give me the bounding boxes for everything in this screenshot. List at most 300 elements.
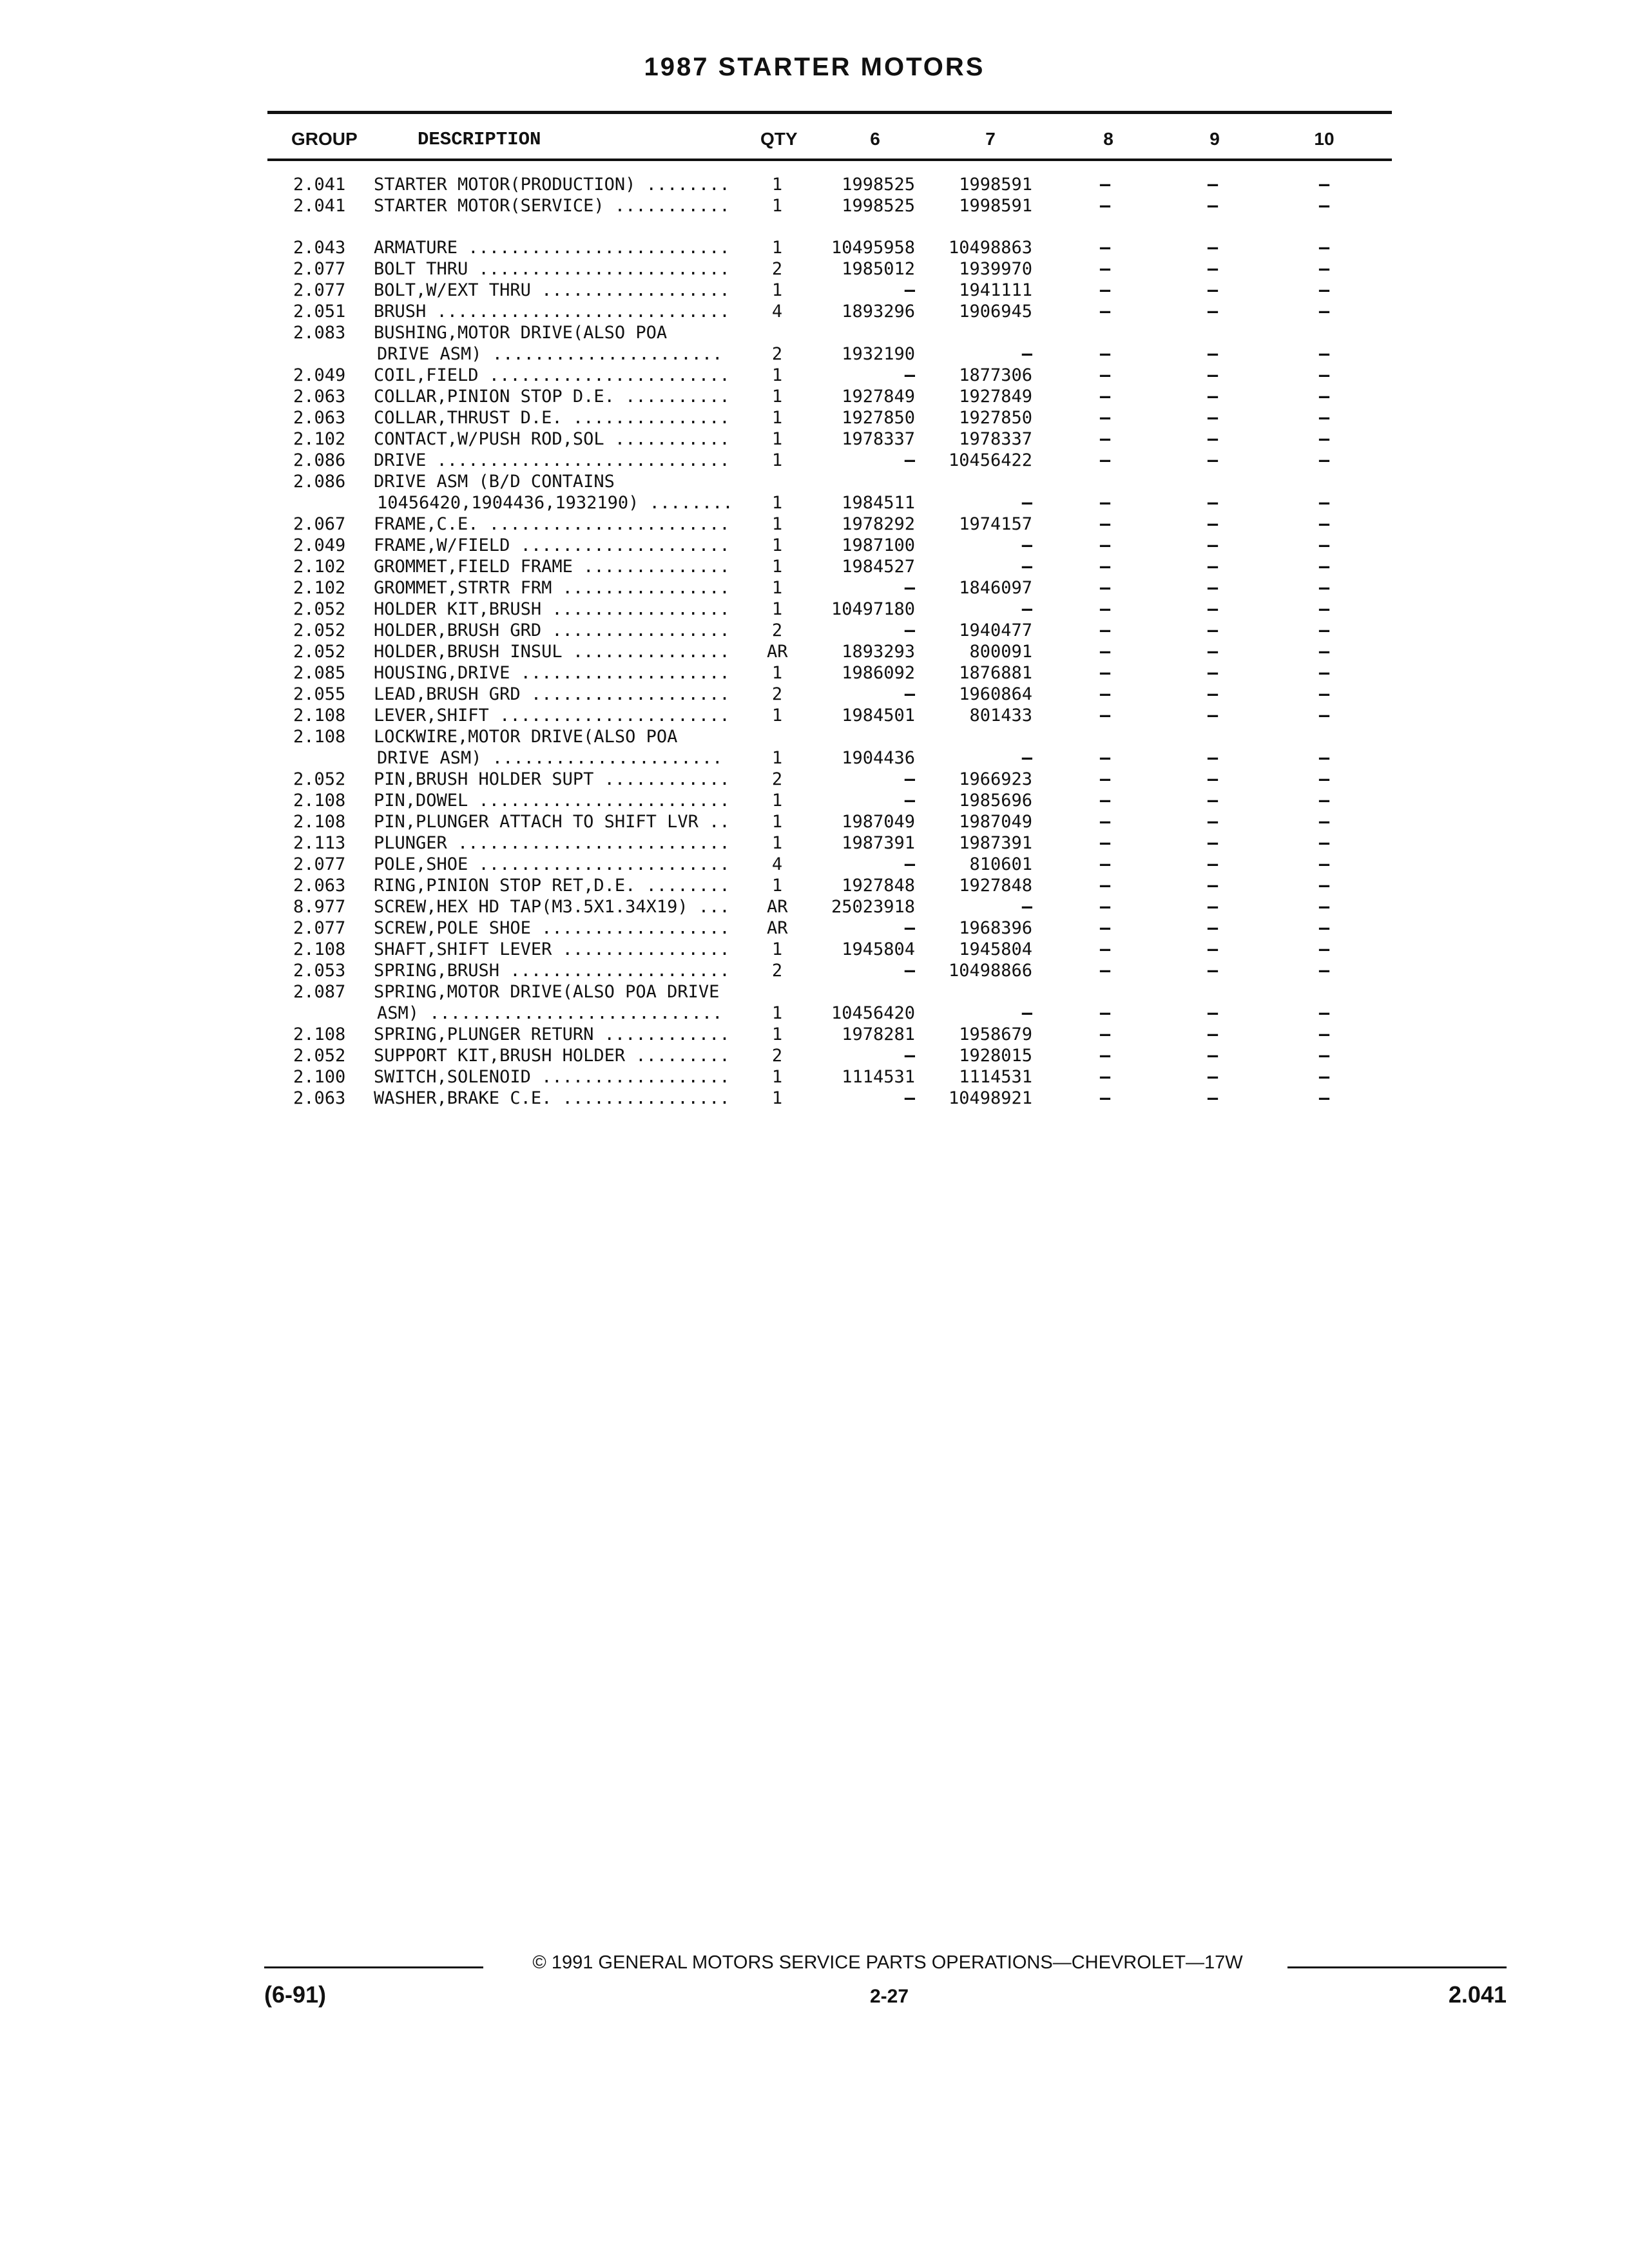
qty-cell: 1 <box>771 1088 783 1108</box>
table-row <box>0 407 1629 428</box>
part-10-cell: — <box>1318 557 1330 577</box>
part-8-cell: — <box>1099 684 1111 704</box>
table-row <box>0 343 1629 365</box>
table-row <box>0 854 1629 875</box>
group-cell: 2.108 <box>293 812 346 832</box>
qty-cell: 1 <box>771 812 783 832</box>
part-7-cell: 801433 <box>969 706 1032 726</box>
group-cell: 2.108 <box>293 727 346 747</box>
part-10-cell: — <box>1318 812 1330 832</box>
group-cell: 2.077 <box>293 259 346 279</box>
part-9-cell: — <box>1207 854 1219 874</box>
description-cell: SPRING,PLUNGER RETURN ............ <box>374 1024 730 1044</box>
part-6-cell: — <box>904 1046 915 1066</box>
part-8-cell: — <box>1099 769 1111 789</box>
part-9-cell: — <box>1207 344 1219 364</box>
part-7-cell: 1985696 <box>959 791 1032 811</box>
group-cell: 2.100 <box>293 1067 346 1087</box>
part-6-cell: 1986092 <box>842 663 915 683</box>
qty-cell: 2 <box>771 620 783 640</box>
part-9-cell: — <box>1207 642 1219 662</box>
part-7-cell: 1940477 <box>959 620 1032 640</box>
qty-cell: 1 <box>771 280 783 300</box>
description-cell: PIN,BRUSH HOLDER SUPT ............ <box>374 769 730 789</box>
part-7-cell: 1960864 <box>959 684 1032 704</box>
part-8-cell: — <box>1099 578 1111 598</box>
part-9-cell: — <box>1207 557 1219 577</box>
qty-cell: AR <box>767 897 788 917</box>
row-spacer <box>0 216 1629 237</box>
group-cell: 2.102 <box>293 429 346 449</box>
group-cell: 2.086 <box>293 472 346 492</box>
part-10-cell: — <box>1318 578 1330 598</box>
table-row <box>0 790 1629 811</box>
group-cell: 2.053 <box>293 961 346 981</box>
group-cell: 8.977 <box>293 897 346 917</box>
column-header-7: 7 <box>985 129 996 149</box>
group-cell: 2.043 <box>293 238 346 258</box>
part-8-cell: — <box>1099 1067 1111 1087</box>
part-7-cell: 1114531 <box>959 1067 1032 1087</box>
part-9-cell: — <box>1207 238 1219 258</box>
qty-cell: 1 <box>771 429 783 449</box>
top-rule <box>267 111 1392 114</box>
part-10-cell: — <box>1318 748 1330 768</box>
qty-cell: 1 <box>771 387 783 407</box>
description-cell: COIL,FIELD ....................... <box>374 365 730 385</box>
part-9-cell: — <box>1207 493 1219 513</box>
part-9-cell: — <box>1207 918 1219 938</box>
description-cell: SWITCH,SOLENOID .................. <box>374 1067 730 1087</box>
group-cell: 2.063 <box>293 387 346 407</box>
table-row <box>0 174 1629 195</box>
part-8-cell: — <box>1099 748 1111 768</box>
table-row <box>0 769 1629 790</box>
description-cell: SPRING,MOTOR DRIVE(ALSO POA DRIVE <box>374 982 720 1002</box>
part-10-cell: — <box>1318 280 1330 300</box>
part-8-cell: — <box>1099 599 1111 619</box>
table-row <box>0 280 1629 301</box>
part-10-cell: — <box>1318 1088 1330 1108</box>
part-6-cell: 1987391 <box>842 833 915 853</box>
parts-table <box>0 174 1629 1109</box>
part-7-cell: — <box>1021 748 1032 768</box>
part-6-cell: — <box>904 450 915 470</box>
part-8-cell: — <box>1099 365 1111 385</box>
qty-cell: 1 <box>771 175 783 195</box>
part-9-cell: — <box>1207 196 1219 216</box>
part-8-cell: — <box>1099 1024 1111 1044</box>
description-cell: DRIVE ............................ <box>374 450 730 470</box>
part-6-cell: 1984501 <box>842 706 915 726</box>
part-10-cell: — <box>1318 450 1330 470</box>
part-8-cell: — <box>1099 175 1111 195</box>
group-cell: 2.063 <box>293 876 346 896</box>
part-8-cell: — <box>1099 429 1111 449</box>
part-10-cell: — <box>1318 684 1330 704</box>
part-10-cell: — <box>1318 599 1330 619</box>
qty-cell: 1 <box>771 514 783 534</box>
part-7-cell: 1927849 <box>959 387 1032 407</box>
footer-copyright: © 1991 GENERAL MOTORS SERVICE PARTS OPERATIONS—CHEVROLET—17W <box>532 1952 1243 1973</box>
description-cell: RING,PINION STOP RET,D.E. ........ <box>374 876 730 896</box>
part-6-cell: — <box>904 961 915 981</box>
group-cell: 2.051 <box>293 302 346 322</box>
group-cell: 2.067 <box>293 514 346 534</box>
table-row <box>0 1024 1629 1045</box>
part-6-cell: 1984527 <box>842 557 915 577</box>
part-10-cell: — <box>1318 493 1330 513</box>
part-8-cell: — <box>1099 259 1111 279</box>
description-cell: GROMMET,STRTR FRM ................ <box>374 578 730 598</box>
qty-cell: 1 <box>771 557 783 577</box>
group-cell: 2.052 <box>293 1046 346 1066</box>
part-7-cell: 1987049 <box>959 812 1032 832</box>
group-cell: 2.052 <box>293 642 346 662</box>
part-8-cell: — <box>1099 939 1111 959</box>
qty-cell: 1 <box>771 1067 783 1087</box>
part-9-cell: — <box>1207 663 1219 683</box>
group-cell: 2.108 <box>293 1024 346 1044</box>
description-cell: WASHER,BRAKE C.E. ................ <box>374 1088 730 1108</box>
description-cell: SHAFT,SHIFT LEVER ................ <box>374 939 730 959</box>
part-6-cell: 1904436 <box>842 748 915 768</box>
description-cell: FRAME,W/FIELD .................... <box>374 535 730 555</box>
part-7-cell: 1928015 <box>959 1046 1032 1066</box>
part-9-cell: — <box>1207 939 1219 959</box>
part-6-cell: 1932190 <box>842 344 915 364</box>
description-cell: CONTACT,W/PUSH ROD,SOL ........... <box>374 429 730 449</box>
part-8-cell: — <box>1099 280 1111 300</box>
part-10-cell: — <box>1318 1067 1330 1087</box>
part-9-cell: — <box>1207 833 1219 853</box>
part-9-cell: — <box>1207 791 1219 811</box>
column-headers <box>0 129 1629 155</box>
table-row <box>0 322 1629 343</box>
part-6-cell: — <box>904 918 915 938</box>
part-8-cell: — <box>1099 1046 1111 1066</box>
table-row <box>0 195 1629 216</box>
part-7-cell: 10456422 <box>948 450 1032 470</box>
part-9-cell: — <box>1207 365 1219 385</box>
part-7-cell: 1958679 <box>959 1024 1032 1044</box>
table-row <box>0 939 1629 960</box>
column-header-9: 9 <box>1210 129 1220 149</box>
group-cell: 2.087 <box>293 982 346 1002</box>
page-title: 1987 STARTER MOTORS <box>644 53 985 81</box>
group-cell: 2.086 <box>293 450 346 470</box>
part-10-cell: — <box>1318 833 1330 853</box>
part-7-cell: 1998591 <box>959 175 1032 195</box>
footer-rule-left <box>264 1966 483 1968</box>
qty-cell: 1 <box>771 535 783 555</box>
description-cell: HOLDER KIT,BRUSH ................. <box>374 599 730 619</box>
part-6-cell: — <box>904 578 915 598</box>
table-row <box>0 726 1629 747</box>
part-10-cell: — <box>1318 897 1330 917</box>
part-8-cell: — <box>1099 1088 1111 1108</box>
part-7-cell: 1945804 <box>959 939 1032 959</box>
part-6-cell: 1927850 <box>842 408 915 428</box>
group-cell: 2.108 <box>293 706 346 726</box>
part-10-cell: — <box>1318 1024 1330 1044</box>
qty-cell: 1 <box>771 408 783 428</box>
part-7-cell: 1906945 <box>959 302 1032 322</box>
part-7-cell: 10498863 <box>948 238 1032 258</box>
table-row <box>0 1003 1629 1024</box>
column-header-8: 8 <box>1103 129 1113 149</box>
part-7-cell: 1939970 <box>959 259 1032 279</box>
qty-cell: 4 <box>771 854 783 874</box>
part-6-cell: 25023918 <box>831 897 915 917</box>
part-10-cell: — <box>1318 642 1330 662</box>
table-row <box>0 514 1629 535</box>
qty-cell: 2 <box>771 961 783 981</box>
description-cell: HOLDER,BRUSH GRD ................. <box>374 620 730 640</box>
part-8-cell: — <box>1099 897 1111 917</box>
part-6-cell: 1978292 <box>842 514 915 534</box>
part-9-cell: — <box>1207 897 1219 917</box>
table-row <box>0 1088 1629 1109</box>
description-cell: DRIVE ASM) ...................... <box>377 344 723 364</box>
part-7-cell: 10498866 <box>948 961 1032 981</box>
part-6-cell: 1987049 <box>842 812 915 832</box>
part-8-cell: — <box>1099 620 1111 640</box>
part-10-cell: — <box>1318 791 1330 811</box>
table-row <box>0 875 1629 896</box>
part-6-cell: 1893293 <box>842 642 915 662</box>
part-10-cell: — <box>1318 620 1330 640</box>
part-8-cell: — <box>1099 961 1111 981</box>
part-9-cell: — <box>1207 1046 1219 1066</box>
part-6-cell: 1927849 <box>842 387 915 407</box>
part-7-cell: 10498921 <box>948 1088 1032 1108</box>
qty-cell: 1 <box>771 1024 783 1044</box>
part-7-cell: 1966923 <box>959 769 1032 789</box>
table-row <box>0 428 1629 450</box>
part-8-cell: — <box>1099 344 1111 364</box>
qty-cell: 2 <box>771 259 783 279</box>
table-row <box>0 918 1629 939</box>
qty-cell: 2 <box>771 1046 783 1066</box>
part-8-cell: — <box>1099 791 1111 811</box>
description-cell: SCREW,HEX HD TAP(M3.5X1.34X19) ... <box>374 897 730 917</box>
description-cell: BRUSH ............................ <box>374 302 730 322</box>
part-10-cell: — <box>1318 302 1330 322</box>
table-row <box>0 705 1629 726</box>
group-cell: 2.108 <box>293 791 346 811</box>
part-9-cell: — <box>1207 259 1219 279</box>
part-8-cell: — <box>1099 302 1111 322</box>
part-9-cell: — <box>1207 748 1219 768</box>
part-9-cell: — <box>1207 1088 1219 1108</box>
part-7-cell: — <box>1021 897 1032 917</box>
table-row <box>0 747 1629 769</box>
description-cell: POLE,SHOE ........................ <box>374 854 730 874</box>
part-7-cell: 1978337 <box>959 429 1032 449</box>
table-row <box>0 386 1629 407</box>
group-cell: 2.063 <box>293 408 346 428</box>
part-7-cell: 1876881 <box>959 663 1032 683</box>
table-row <box>0 599 1629 620</box>
part-9-cell: — <box>1207 812 1219 832</box>
group-cell: 2.083 <box>293 323 346 343</box>
table-row <box>0 896 1629 918</box>
part-8-cell: — <box>1099 1003 1111 1023</box>
group-cell: 2.102 <box>293 557 346 577</box>
part-8-cell: — <box>1099 408 1111 428</box>
part-8-cell: — <box>1099 387 1111 407</box>
part-7-cell: 1941111 <box>959 280 1032 300</box>
part-9-cell: — <box>1207 175 1219 195</box>
part-7-cell: 810601 <box>969 854 1032 874</box>
qty-cell: AR <box>767 918 788 938</box>
description-cell: LOCKWIRE,MOTOR DRIVE(ALSO POA <box>374 727 678 747</box>
description-cell: GROMMET,FIELD FRAME .............. <box>374 557 730 577</box>
description-cell: HOLDER,BRUSH INSUL ............... <box>374 642 730 662</box>
part-9-cell: — <box>1207 535 1219 555</box>
part-7-cell: 1974157 <box>959 514 1032 534</box>
group-cell: 2.052 <box>293 769 346 789</box>
part-9-cell: — <box>1207 429 1219 449</box>
description-cell: SPRING,BRUSH ..................... <box>374 961 730 981</box>
description-cell: PIN,PLUNGER ATTACH TO SHIFT LVR .. <box>374 812 730 832</box>
qty-cell: 1 <box>771 748 783 768</box>
group-cell: 2.077 <box>293 854 346 874</box>
qty-cell: 1 <box>771 578 783 598</box>
table-row <box>0 960 1629 981</box>
table-row <box>0 237 1629 258</box>
qty-cell: 2 <box>771 344 783 364</box>
part-6-cell: — <box>904 791 915 811</box>
table-row <box>0 1045 1629 1066</box>
qty-cell: 1 <box>771 663 783 683</box>
table-row <box>0 684 1629 705</box>
description-cell: COLLAR,THRUST D.E. ............... <box>374 408 730 428</box>
part-8-cell: — <box>1099 918 1111 938</box>
part-8-cell: — <box>1099 514 1111 534</box>
part-7-cell: — <box>1021 344 1032 364</box>
description-cell: LEAD,BRUSH GRD ................... <box>374 684 730 704</box>
column-header-description: DESCRIPTION <box>418 129 541 150</box>
part-8-cell: — <box>1099 450 1111 470</box>
qty-cell: 1 <box>771 706 783 726</box>
qty-cell: 1 <box>771 791 783 811</box>
part-7-cell: 1927848 <box>959 876 1032 896</box>
part-6-cell: 10495958 <box>831 238 915 258</box>
part-6-cell: 1978281 <box>842 1024 915 1044</box>
part-6-cell: — <box>904 620 915 640</box>
part-10-cell: — <box>1318 939 1330 959</box>
table-row <box>0 662 1629 684</box>
column-header-qty: QTY <box>760 129 798 149</box>
part-9-cell: — <box>1207 684 1219 704</box>
part-9-cell: — <box>1207 706 1219 726</box>
part-7-cell: 1846097 <box>959 578 1032 598</box>
part-9-cell: — <box>1207 280 1219 300</box>
description-cell: PLUNGER .......................... <box>374 833 730 853</box>
description-cell: 10456420,1904436,1932190) ........ <box>377 493 733 513</box>
part-7-cell: — <box>1021 599 1032 619</box>
part-9-cell: — <box>1207 408 1219 428</box>
part-9-cell: — <box>1207 1024 1219 1044</box>
part-10-cell: — <box>1318 408 1330 428</box>
part-6-cell: 1927848 <box>842 876 915 896</box>
part-10-cell: — <box>1318 344 1330 364</box>
part-10-cell: — <box>1318 429 1330 449</box>
qty-cell: 1 <box>771 365 783 385</box>
part-6-cell: 1978337 <box>842 429 915 449</box>
group-cell: 2.049 <box>293 365 346 385</box>
part-10-cell: — <box>1318 706 1330 726</box>
part-8-cell: — <box>1099 663 1111 683</box>
description-cell: HOUSING,DRIVE .................... <box>374 663 730 683</box>
column-header-group: GROUP <box>291 129 358 149</box>
part-7-cell: 1877306 <box>959 365 1032 385</box>
part-6-cell: 1998525 <box>842 196 915 216</box>
part-8-cell: — <box>1099 854 1111 874</box>
description-cell: LEVER,SHIFT ...................... <box>374 706 730 726</box>
part-6-cell: — <box>904 1088 915 1108</box>
part-7-cell: — <box>1021 493 1032 513</box>
part-8-cell: — <box>1099 238 1111 258</box>
description-cell: DRIVE ASM) ...................... <box>377 748 723 768</box>
group-cell: 2.041 <box>293 175 346 195</box>
part-10-cell: — <box>1318 196 1330 216</box>
qty-cell: 1 <box>771 876 783 896</box>
part-6-cell: 1893296 <box>842 302 915 322</box>
part-6-cell: — <box>904 365 915 385</box>
table-row <box>0 301 1629 322</box>
qty-cell: 1 <box>771 939 783 959</box>
column-header-10: 10 <box>1314 129 1335 149</box>
part-7-cell: — <box>1021 557 1032 577</box>
part-6-cell: — <box>904 684 915 704</box>
part-9-cell: — <box>1207 876 1219 896</box>
qty-cell: 1 <box>771 238 783 258</box>
table-row <box>0 1066 1629 1088</box>
description-cell: FRAME,C.E. ....................... <box>374 514 730 534</box>
part-10-cell: — <box>1318 238 1330 258</box>
group-cell: 2.077 <box>293 280 346 300</box>
table-row <box>0 492 1629 514</box>
header-rule <box>267 159 1392 161</box>
part-9-cell: — <box>1207 387 1219 407</box>
qty-cell: 2 <box>771 684 783 704</box>
table-row <box>0 811 1629 832</box>
part-9-cell: — <box>1207 1067 1219 1087</box>
part-9-cell: — <box>1207 620 1219 640</box>
description-cell: STARTER MOTOR(PRODUCTION) ........ <box>374 175 730 195</box>
table-row <box>0 832 1629 854</box>
part-10-cell: — <box>1318 365 1330 385</box>
part-9-cell: — <box>1207 599 1219 619</box>
part-10-cell: — <box>1318 387 1330 407</box>
group-cell: 2.055 <box>293 684 346 704</box>
part-6-cell: 1984511 <box>842 493 915 513</box>
description-cell: SCREW,POLE SHOE .................. <box>374 918 730 938</box>
part-8-cell: — <box>1099 493 1111 513</box>
description-cell: DRIVE ASM (B/D CONTAINS <box>374 472 615 492</box>
part-9-cell: — <box>1207 1003 1219 1023</box>
table-row <box>0 471 1629 492</box>
part-10-cell: — <box>1318 1046 1330 1066</box>
part-6-cell: — <box>904 854 915 874</box>
column-header-6: 6 <box>870 129 880 149</box>
group-cell: 2.041 <box>293 196 346 216</box>
part-7-cell: — <box>1021 1003 1032 1023</box>
part-6-cell: — <box>904 280 915 300</box>
